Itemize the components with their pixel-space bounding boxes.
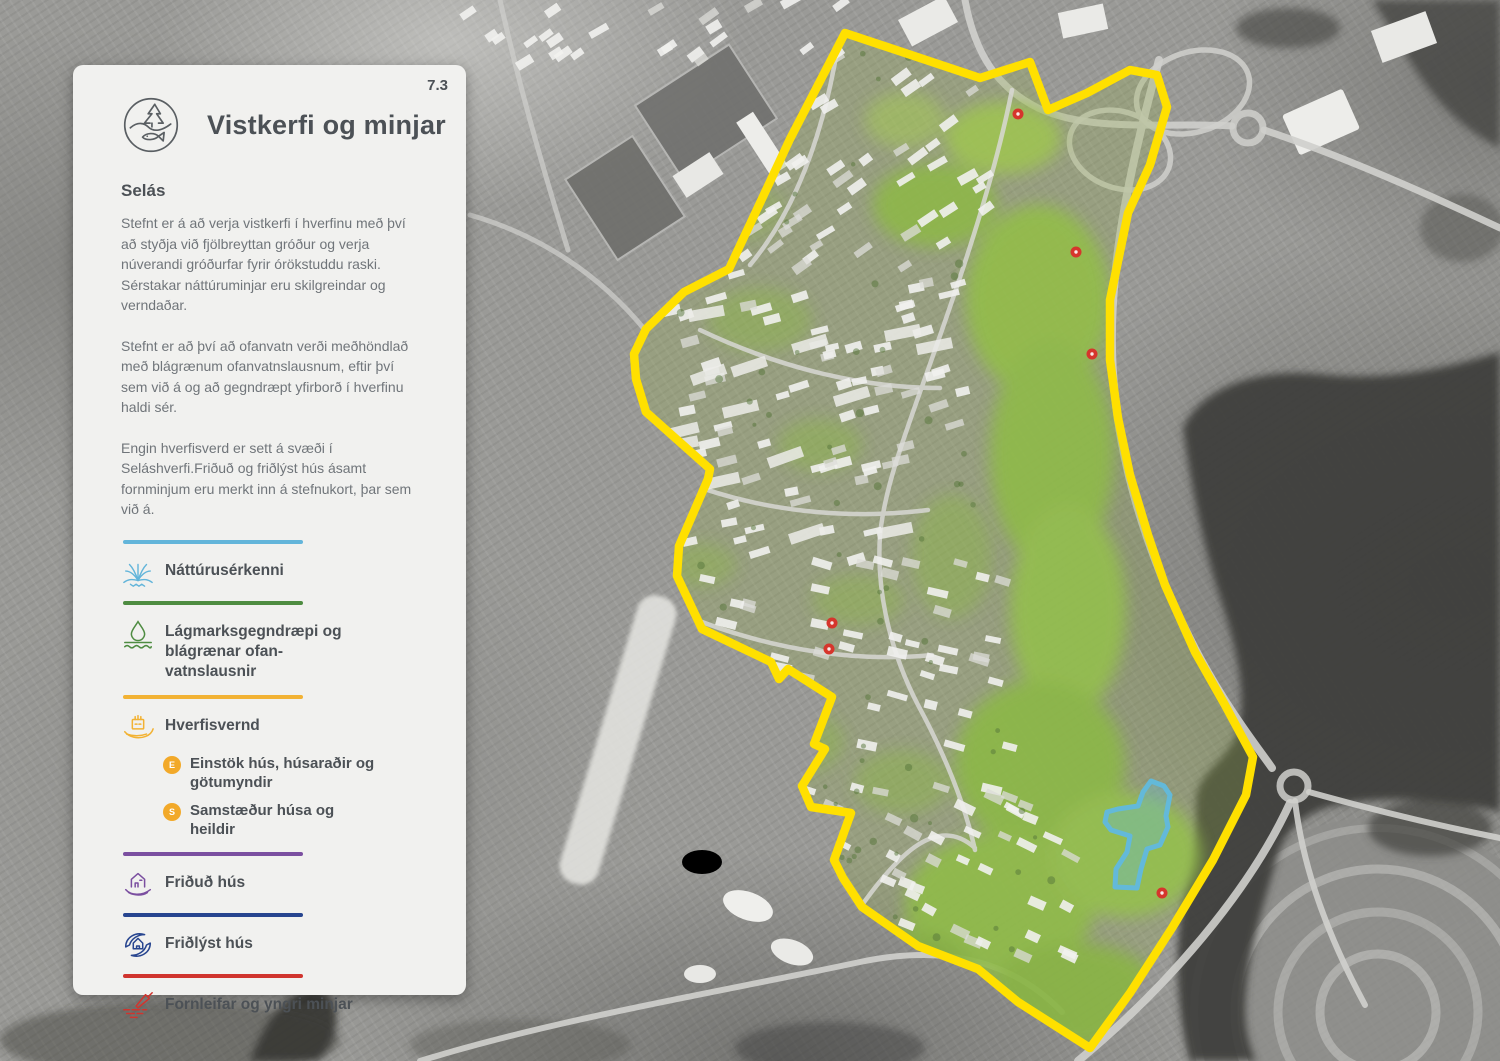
legend-item-lagmarksgegndraepi: [121, 601, 448, 683]
info-panel: [73, 65, 466, 1013]
legend-color-bar: [123, 852, 303, 856]
legend-sub-item-samstaedur: S Samstæður húsa og heildir: [163, 801, 448, 840]
housing-texture-outside: [459, 0, 850, 71]
protected-house-icon: [121, 867, 159, 901]
badge-e: E: [163, 756, 181, 774]
section-heading: Selás: [121, 181, 166, 200]
paragraph-1: Stefnt er á að verja vistkerfi í hverfinu með því að styðja við fjölbreyttan gróður og verja núverandi gróðurfar fyrir órökstuddu raski. Sérstakar náttúruminjar eru skilgreindar og verndaðar.: [121, 215, 406, 313]
legend-sub-item-einstok: E Einstök hús, húsaraðir og götumyndir: [163, 754, 448, 793]
legend-sub-items: [163, 754, 448, 840]
page-number: 7.3: [427, 77, 448, 94]
legend-color-bar: [123, 913, 303, 917]
legend-item-natturuserkenn: [121, 540, 448, 589]
legend-item-hverfisvernd: [121, 695, 448, 840]
ecosystem-icon: [121, 95, 181, 155]
plant-icon: [121, 555, 159, 589]
legend: [121, 540, 448, 1023]
legend-color-bar: [123, 695, 303, 699]
legend-color-bar: [123, 540, 303, 544]
legend-label: Náttúrusérkenni: [165, 561, 284, 579]
legend-label: Friðuð hús: [165, 873, 246, 891]
legend-label: Fornleifar og yngri minjar: [165, 995, 353, 1013]
archaeology-icon: [121, 989, 159, 1023]
legend-label: Friðlýst hús: [165, 934, 253, 952]
legend-item-fridud-hus: [121, 852, 448, 901]
panel-header: [121, 95, 448, 155]
legend-label: Hverfisvernd: [165, 716, 260, 734]
water-drop-icon: [121, 616, 159, 650]
legend-color-bar: [123, 601, 303, 605]
heritage-building-icon: [121, 710, 159, 744]
legend-label: Lágmarksgegndræpi og blágrænar ofan-vatnslausnir: [165, 622, 342, 681]
paragraph-2: Stefnt er að því að ofanvatn verði meðhöndlað með blágrænum ofanvatnslausnum, eftir því sem við á og að gegndræpt yfirborð í hverfinu haldi sér.: [121, 337, 409, 415]
listed-house-icon: [121, 928, 159, 962]
legend-item-fornleifar: [121, 974, 448, 1023]
badge-s: S: [163, 803, 181, 821]
paragraph-3: Engin hverfisverd er sett á svæði í Seláshverfi.Friðuð og friðlýst hús ásamt fornminjum eru merkt inn á stefnukort, þar sem við á.: [121, 439, 412, 517]
page-title: Vistkerfi og minjar: [207, 109, 446, 140]
legend-color-bar: [123, 974, 303, 978]
legend-item-fridlyst-hus: [121, 913, 448, 962]
